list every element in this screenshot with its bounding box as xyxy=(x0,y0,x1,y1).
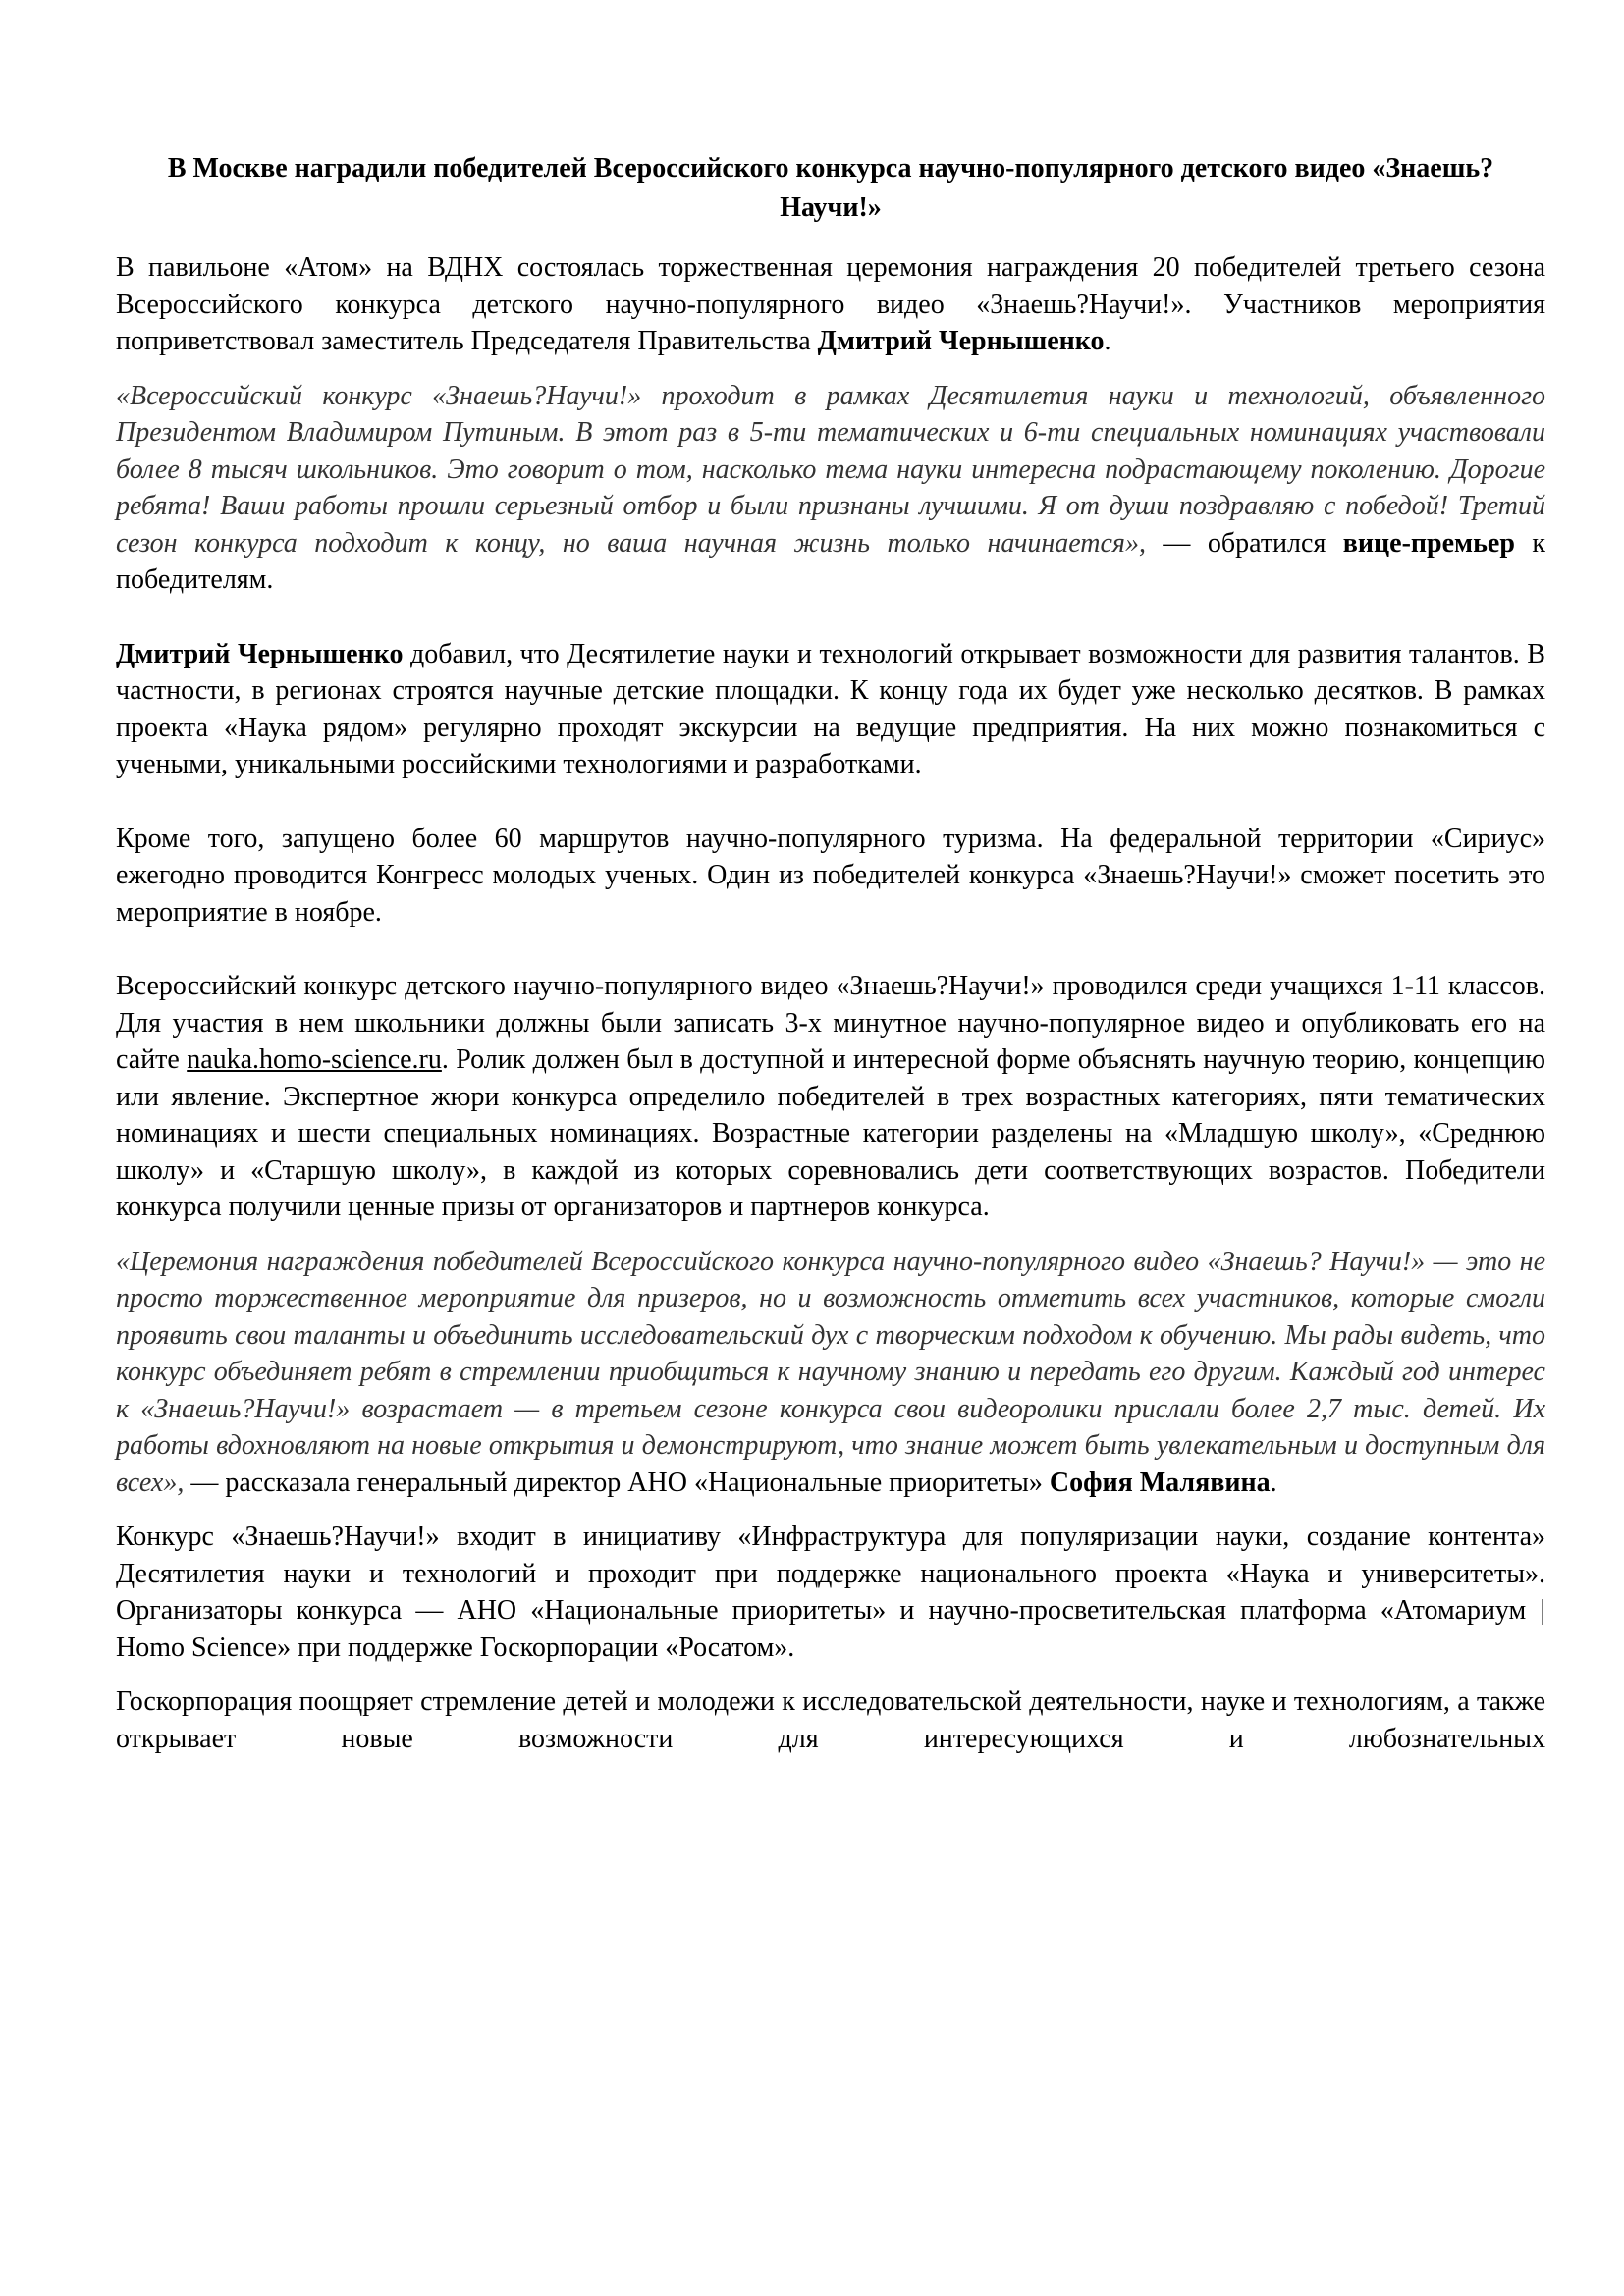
spacer xyxy=(116,1666,1545,1683)
quote-text: «Всероссийский конкурс «Знаешь?Научи!» проходит в рамках Десятилетия науки и технологий, объявленного Президентом Владимиром Путиным. В этот раз в 5-ти тематических и 6-ти специальных номинациях участвовали более 8 тысяч школьников. Это говорит о том, насколько тема науки интересна подрастающему поколению. Дорогие ребята! Ваши работы прошли серьезный отбор и были признаны лучшими. Я от души поздравляю с победой! Третий сезон конкурса подходит к концу, но ваша научная жизнь только начинается», xyxy=(116,380,1545,559)
paragraph-end: . xyxy=(1104,326,1111,356)
person-name: София Малявина xyxy=(1049,1467,1271,1498)
attribution-text: — обратился xyxy=(1145,527,1343,559)
person-name: Дмитрий Чернышенко xyxy=(817,326,1105,356)
website-link[interactable]: nauka.homo-science.ru xyxy=(187,1044,442,1075)
paragraph-quote-chernyshenko xyxy=(116,378,1545,599)
spacer xyxy=(116,1501,1545,1519)
quote-text: «Церемония награждения победителей Всероссийского конкурса научно-популярного видео «Знаешь? Научи!» — это не просто торжественное мероприятие для призеров, но и возможность отметить всех участников, которые смогли проявить свои таланты и объединить исследовательский дух с творческим подходом к обучению. Мы рады видеть, что конкурс объединяет ребят в стремлении приобщиться к научному знанию и передать его другим. Каждый год интерес к «Знаешь?Научи!» возрастает — в третьем сезоне конкурса свои видеоролики прислали более 2,7 тыс. детей. Их работы вдохновляют на новые открытия и демонстрируют, что знание может быть увлекательным и доступным для всех», xyxy=(116,1246,1545,1498)
spacer xyxy=(116,931,1545,968)
person-name: Дмитрий Чернышенко xyxy=(116,638,404,669)
paragraph-end: . xyxy=(1270,1467,1277,1498)
paragraph-decade xyxy=(116,636,1545,783)
paragraph-organizers: Конкурс «Знаешь?Научи!» входит в инициативу «Инфраструктура для популяризации науки, создание контента» Десятилетия науки и технологий и проходит при поддержке национального проекта «Наука и университеты». Организаторы конкурса — АНО «Национальные приоритеты» и научно-просветительская платформа «Атомариум | Homo Science» при поддержке Госкорпорации «Росатом». xyxy=(116,1522,1545,1663)
paragraph-end: к победителям. xyxy=(116,527,1545,595)
spacer xyxy=(116,1226,1545,1244)
speaker-title: вице-премьер xyxy=(1342,527,1515,559)
paragraph-text: добавил, что Десятилетие науки и технологий открывает возможности для развития талантов. В частности, в регионах строятся научные детские площадки. К концу года их будет уже несколько десятков. В рамках проекта «Наука рядом» регулярно проходят экскурсии на ведущие предприятия. На них можно познакомиться с учеными, уникальными российскими технологиями и разработками. xyxy=(116,638,1545,779)
spacer xyxy=(116,599,1545,636)
paragraph-text: Всероссийский конкурс детского научно-популярного видео «Знаешь?Научи!» проводился среди учащихся 1-11 классов. Для участия в нем школьники должны были записать 3-х минутное научно-популярное видео и опубликовать его на сайте xyxy=(116,971,1545,1075)
document-page xyxy=(116,149,1545,1757)
paragraph-text: В павильоне «Атом» на ВДНХ состоялась торжественная церемония награждения 20 победителей третьего сезона Всероссийского конкурса детского научно-популярного видео «Знаешь?Научи!». Участников мероприятия поприветствовал заместитель Председателя Правительства xyxy=(116,252,1545,356)
document-title: В Москве наградили победителей Всероссийского конкурса научно-популярного детского видео «Знаешь?Научи!» xyxy=(167,153,1494,223)
attribution-text: — рассказала генеральный директор АНО «Национальные приоритеты» xyxy=(184,1467,1050,1498)
paragraph-text: . Ролик должен был в доступной и интересной форме объяснять научную теорию, концепцию или явление. Экспертное жюри конкурса определило победителей в трех возрастных категориях, пяти тематических номинациях и шести специальных номинациях. Возрастные категории разделены на «Младшую школу», «Среднюю школу» и «Старшую школу», в каждой из которых соревновались дети соответствующих возрастов. Победители конкурса получили ценные призы от организаторов и партнеров конкурса. xyxy=(116,1044,1545,1222)
paragraph-tourism: Кроме того, запущено более 60 маршрутов научно-популярного туризма. На федеральной территории «Сириус» ежегодно проводится Конгресс молодых ученых. Один из победителей конкурса «Знаешь?Научи!» сможет посетить это мероприятие в ноябре. xyxy=(116,823,1545,928)
paragraph-intro xyxy=(116,249,1545,360)
paragraph-contest-rules xyxy=(116,968,1545,1226)
paragraph-rosatom: Госкорпорация поощряет стремление детей и молодежи к исследовательской деятельности, науке и технологиям, а также открывает новые возможности для интересующихся и любознательных xyxy=(116,1686,1545,1754)
spacer xyxy=(116,783,1545,821)
paragraph-quote-malyavina xyxy=(116,1244,1545,1502)
spacer xyxy=(116,360,1545,378)
